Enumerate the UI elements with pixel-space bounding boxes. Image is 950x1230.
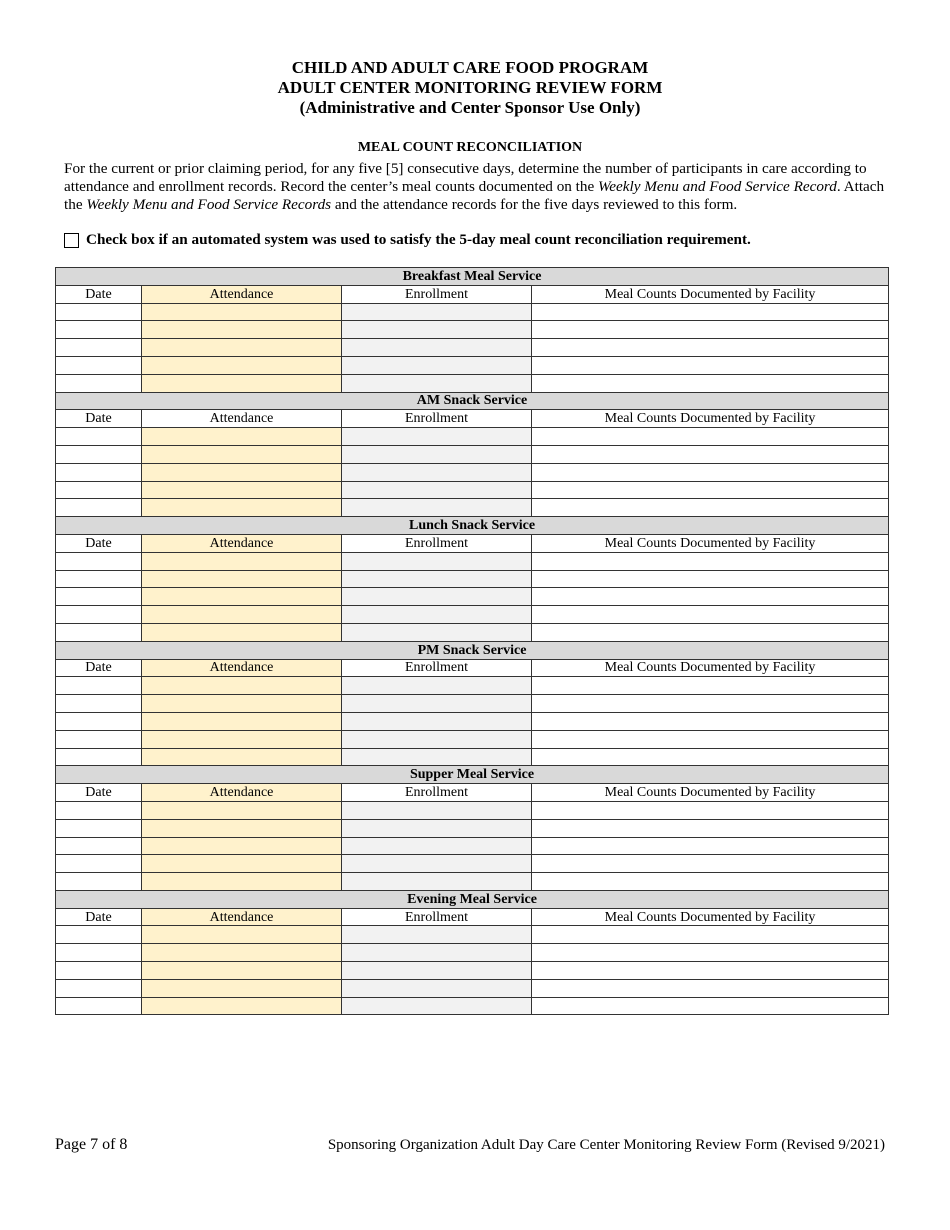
attendance-cell[interactable]	[142, 997, 342, 1015]
table-row	[56, 819, 889, 837]
meal-counts-cell[interactable]	[532, 570, 889, 588]
enrollment-column-header: Enrollment	[342, 784, 532, 802]
table-row	[56, 712, 889, 730]
enrollment-cell[interactable]	[342, 695, 532, 713]
meal-counts-cell[interactable]	[532, 339, 889, 357]
date-cell[interactable]	[56, 321, 142, 339]
enrollment-cell[interactable]	[342, 499, 532, 517]
enrollment-cell[interactable]	[342, 374, 532, 392]
attendance-cell[interactable]	[142, 819, 342, 837]
date-cell[interactable]	[56, 428, 142, 446]
attendance-cell[interactable]	[142, 944, 342, 962]
enrollment-cell[interactable]	[342, 321, 532, 339]
attendance-cell[interactable]	[142, 570, 342, 588]
attendance-cell[interactable]	[142, 588, 342, 606]
meal-counts-column-header: Meal Counts Documented by Facility	[532, 908, 889, 926]
meal-counts-cell[interactable]	[532, 481, 889, 499]
meal-count-reconciliation-table	[55, 267, 889, 1015]
enrollment-cell[interactable]	[342, 730, 532, 748]
column-header-row	[56, 534, 889, 552]
attendance-cell[interactable]	[142, 979, 342, 997]
column-header-row	[56, 659, 889, 677]
attendance-column-header: Attendance	[142, 534, 342, 552]
enrollment-cell[interactable]	[342, 481, 532, 499]
date-cell[interactable]	[56, 748, 142, 766]
date-cell[interactable]	[56, 374, 142, 392]
enrollment-cell[interactable]	[342, 926, 532, 944]
attendance-cell[interactable]	[142, 873, 342, 891]
meal-counts-cell[interactable]	[532, 428, 889, 446]
attendance-column-header: Attendance	[142, 285, 342, 303]
attendance-cell[interactable]	[142, 463, 342, 481]
table-row	[56, 873, 889, 891]
table-row	[56, 481, 889, 499]
date-cell[interactable]	[56, 962, 142, 980]
meal-counts-column-header: Meal Counts Documented by Facility	[532, 534, 889, 552]
table-row	[56, 926, 889, 944]
table-row	[56, 962, 889, 980]
date-cell[interactable]	[56, 677, 142, 695]
attendance-cell[interactable]	[142, 606, 342, 624]
instructions-text-1: For the current or prior claiming period, for any five [5] consecutive days, determine the number of participants in care according to attendance and enrollment records. Record the center’s meal counts documented on the	[64, 160, 867, 195]
attendance-column-header: Attendance	[142, 659, 342, 677]
column-header-row	[56, 285, 889, 303]
meal-counts-cell[interactable]	[532, 499, 889, 517]
meal-counts-cell[interactable]	[532, 321, 889, 339]
table-row	[56, 570, 889, 588]
date-cell[interactable]	[56, 606, 142, 624]
date-column-header: Date	[56, 285, 142, 303]
table-row	[56, 837, 889, 855]
date-cell[interactable]	[56, 570, 142, 588]
enrollment-column-header: Enrollment	[342, 410, 532, 428]
date-cell[interactable]	[56, 445, 142, 463]
date-cell[interactable]	[56, 356, 142, 374]
service-header-row	[56, 641, 889, 659]
table-row	[56, 428, 889, 446]
enrollment-cell[interactable]	[342, 748, 532, 766]
date-column-header: Date	[56, 659, 142, 677]
table-row	[56, 303, 889, 321]
meal-counts-cell[interactable]	[532, 552, 889, 570]
attendance-cell[interactable]	[142, 695, 342, 713]
date-cell[interactable]	[56, 979, 142, 997]
attendance-cell[interactable]	[142, 855, 342, 873]
meal-counts-cell[interactable]	[532, 588, 889, 606]
meal-counts-column-header: Meal Counts Documented by Facility	[532, 410, 889, 428]
table-row	[56, 677, 889, 695]
attendance-cell[interactable]	[142, 962, 342, 980]
date-cell[interactable]	[56, 695, 142, 713]
service-title: PM Snack Service	[56, 641, 889, 659]
enrollment-cell[interactable]	[342, 623, 532, 641]
enrollment-cell[interactable]	[342, 445, 532, 463]
attendance-column-header: Attendance	[142, 784, 342, 802]
meal-counts-cell[interactable]	[532, 962, 889, 980]
date-cell[interactable]	[56, 481, 142, 499]
enrollment-cell[interactable]	[342, 356, 532, 374]
meal-counts-cell[interactable]	[532, 873, 889, 891]
table-row	[56, 748, 889, 766]
attendance-cell[interactable]	[142, 321, 342, 339]
instructions-italic-1: Weekly Menu and Food Service Record	[598, 178, 837, 195]
date-cell[interactable]	[56, 855, 142, 873]
enrollment-column-header: Enrollment	[342, 659, 532, 677]
meal-counts-cell[interactable]	[532, 677, 889, 695]
table-row	[56, 979, 889, 997]
enrollment-cell[interactable]	[342, 552, 532, 570]
meal-counts-column-header: Meal Counts Documented by Facility	[532, 285, 889, 303]
attendance-cell[interactable]	[142, 837, 342, 855]
date-column-header: Date	[56, 908, 142, 926]
enrollment-column-header: Enrollment	[342, 285, 532, 303]
footer-form-title: Sponsoring Organization Adult Day Care Center Monitoring Review Form (Revised 9/2021)	[327, 1137, 885, 1153]
meal-counts-cell[interactable]	[532, 374, 889, 392]
attendance-cell[interactable]	[142, 428, 342, 446]
instructions-italic-2: Weekly Menu and Food Service Records	[86, 196, 332, 213]
instructions-text-3: and the attendance records for the five days reviewed to this form.	[331, 196, 738, 213]
attendance-cell[interactable]	[142, 481, 342, 499]
enrollment-cell[interactable]	[342, 712, 532, 730]
attendance-cell[interactable]	[142, 552, 342, 570]
automated-system-checkbox-label: Check box if an automated system was used to satisfy the 5-day meal count reconciliation requirement.	[86, 231, 751, 248]
meal-counts-cell[interactable]	[532, 944, 889, 962]
attendance-cell[interactable]	[142, 730, 342, 748]
enrollment-cell[interactable]	[342, 677, 532, 695]
attendance-column-header: Attendance	[142, 908, 342, 926]
date-cell[interactable]	[56, 997, 142, 1015]
service-header-row	[56, 890, 889, 908]
date-cell[interactable]	[56, 623, 142, 641]
enrollment-cell[interactable]	[342, 855, 532, 873]
table-row	[56, 552, 889, 570]
attendance-cell[interactable]	[142, 623, 342, 641]
service-header-row	[56, 766, 889, 784]
enrollment-cell[interactable]	[342, 962, 532, 980]
table-row	[56, 855, 889, 873]
table-row	[56, 463, 889, 481]
enrollment-cell[interactable]	[342, 303, 532, 321]
date-cell[interactable]	[56, 730, 142, 748]
attendance-cell[interactable]	[142, 926, 342, 944]
enrollment-cell[interactable]	[342, 979, 532, 997]
enrollment-cell[interactable]	[342, 570, 532, 588]
enrollment-column-header: Enrollment	[342, 908, 532, 926]
meal-counts-cell[interactable]	[532, 748, 889, 766]
meal-counts-cell[interactable]	[532, 855, 889, 873]
meal-counts-cell[interactable]	[532, 979, 889, 997]
date-cell[interactable]	[56, 944, 142, 962]
attendance-cell[interactable]	[142, 356, 342, 374]
table-row	[56, 695, 889, 713]
column-header-row	[56, 784, 889, 802]
column-header-row	[56, 410, 889, 428]
table-row	[56, 944, 889, 962]
table-row	[56, 623, 889, 641]
attendance-cell[interactable]	[142, 374, 342, 392]
date-cell[interactable]	[56, 499, 142, 517]
table-row	[56, 730, 889, 748]
automated-system-checkbox-row[interactable]	[64, 231, 904, 249]
page-number: Page 7 of 8	[55, 1136, 128, 1153]
table-row	[56, 499, 889, 517]
table-row	[56, 445, 889, 463]
table-row	[56, 356, 889, 374]
instructions-text-2: . Attach the	[64, 178, 885, 213]
enrollment-column-header: Enrollment	[342, 534, 532, 552]
table-row	[56, 606, 889, 624]
date-column-header: Date	[56, 534, 142, 552]
date-cell[interactable]	[56, 873, 142, 891]
form-title-line-2: ADULT CENTER MONITORING REVIEW FORM	[277, 78, 663, 97]
attendance-cell[interactable]	[142, 801, 342, 819]
date-cell[interactable]	[56, 801, 142, 819]
date-cell[interactable]	[56, 926, 142, 944]
service-title: Evening Meal Service	[56, 890, 889, 908]
enrollment-cell[interactable]	[342, 873, 532, 891]
meal-counts-cell[interactable]	[532, 819, 889, 837]
table-row	[56, 339, 889, 357]
form-title-line-3: (Administrative and Center Sponsor Use Only)	[299, 98, 641, 117]
automated-system-checkbox[interactable]	[64, 233, 79, 248]
enrollment-cell[interactable]	[342, 997, 532, 1015]
enrollment-cell[interactable]	[342, 801, 532, 819]
meal-counts-cell[interactable]	[532, 463, 889, 481]
meal-counts-cell[interactable]	[532, 695, 889, 713]
table-row	[56, 588, 889, 606]
form-title-line-1: CHILD AND ADULT CARE FOOD PROGRAM	[291, 58, 649, 77]
meal-counts-cell[interactable]	[532, 303, 889, 321]
date-column-header: Date	[56, 784, 142, 802]
attendance-cell[interactable]	[142, 303, 342, 321]
table-row	[56, 997, 889, 1015]
date-column-header: Date	[56, 410, 142, 428]
attendance-cell[interactable]	[142, 748, 342, 766]
service-header-row	[56, 517, 889, 535]
service-title: Supper Meal Service	[56, 766, 889, 784]
table-row	[56, 801, 889, 819]
date-cell[interactable]	[56, 819, 142, 837]
enrollment-cell[interactable]	[342, 837, 532, 855]
attendance-cell[interactable]	[142, 339, 342, 357]
enrollment-cell[interactable]	[342, 819, 532, 837]
attendance-cell[interactable]	[142, 677, 342, 695]
column-header-row	[56, 908, 889, 926]
service-title: Breakfast Meal Service	[56, 268, 889, 286]
table-row	[56, 321, 889, 339]
meal-counts-cell[interactable]	[532, 997, 889, 1015]
service-header-row	[56, 392, 889, 410]
meal-counts-column-header: Meal Counts Documented by Facility	[532, 659, 889, 677]
instructions-paragraph	[64, 160, 894, 214]
date-cell[interactable]	[56, 463, 142, 481]
attendance-cell[interactable]	[142, 712, 342, 730]
enrollment-cell[interactable]	[342, 588, 532, 606]
meal-counts-cell[interactable]	[532, 730, 889, 748]
meal-counts-column-header: Meal Counts Documented by Facility	[532, 784, 889, 802]
date-cell[interactable]	[56, 552, 142, 570]
date-cell[interactable]	[56, 588, 142, 606]
enrollment-cell[interactable]	[342, 606, 532, 624]
enrollment-cell[interactable]	[342, 428, 532, 446]
attendance-column-header: Attendance	[142, 410, 342, 428]
enrollment-cell[interactable]	[342, 944, 532, 962]
meal-counts-cell[interactable]	[532, 606, 889, 624]
meal-counts-cell[interactable]	[532, 712, 889, 730]
date-cell[interactable]	[56, 339, 142, 357]
date-cell[interactable]	[56, 837, 142, 855]
enrollment-cell[interactable]	[342, 463, 532, 481]
date-cell[interactable]	[56, 712, 142, 730]
service-header-row	[56, 268, 889, 286]
section-title: MEAL COUNT RECONCILIATION	[357, 140, 583, 155]
service-title: Lunch Snack Service	[56, 517, 889, 535]
attendance-cell[interactable]	[142, 499, 342, 517]
meal-counts-cell[interactable]	[532, 356, 889, 374]
meal-counts-cell[interactable]	[532, 801, 889, 819]
meal-counts-cell[interactable]	[532, 926, 889, 944]
meal-counts-cell[interactable]	[532, 623, 889, 641]
date-cell[interactable]	[56, 303, 142, 321]
meal-counts-cell[interactable]	[532, 837, 889, 855]
meal-counts-cell[interactable]	[532, 445, 889, 463]
table-row	[56, 374, 889, 392]
enrollment-cell[interactable]	[342, 339, 532, 357]
attendance-cell[interactable]	[142, 445, 342, 463]
service-title: AM Snack Service	[56, 392, 889, 410]
